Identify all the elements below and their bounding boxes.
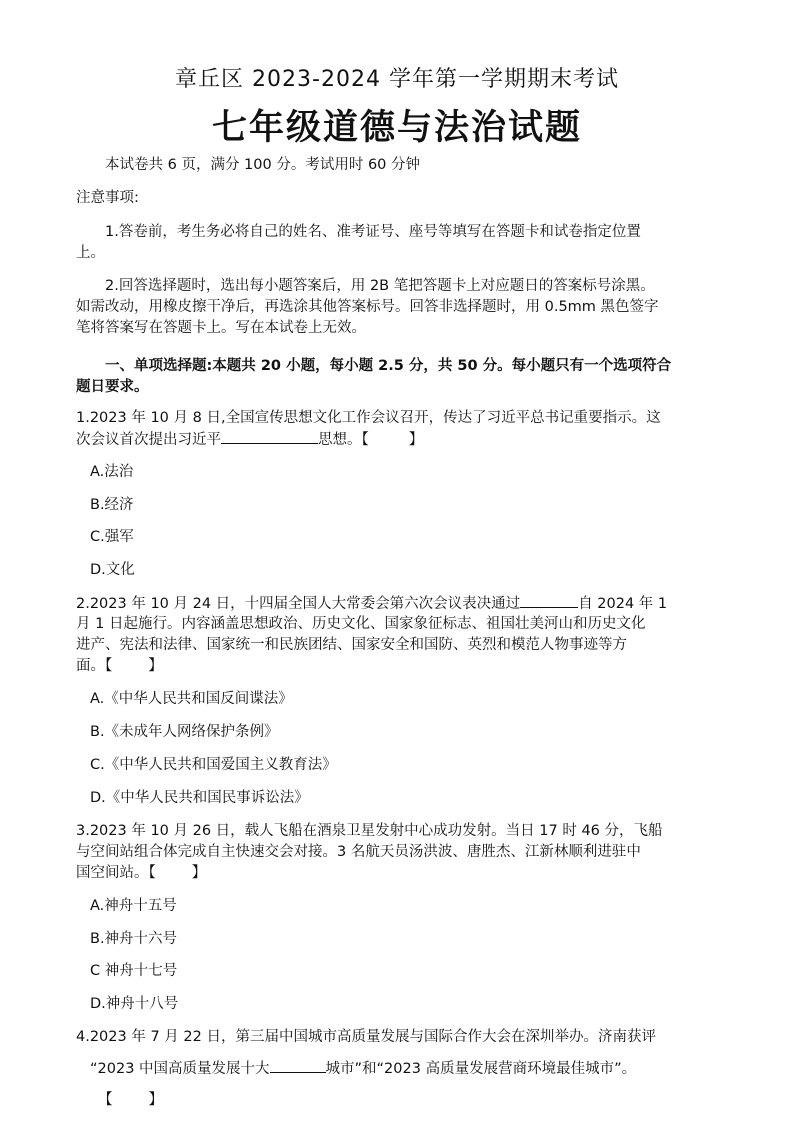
note-2-line-2: 如需改动，用橡皮擦干净后，再选涂其他答案标号。回答非选择题时，用 0.5mm 黑色签字 <box>76 299 659 315</box>
question-2-option-b: B.《未成年人网络保护条例》 <box>90 724 279 740</box>
question-2-line-3: 进产、宪法和法律、国家统一和民族团结、国家安全和国防、英烈和模范人物事迹等方 <box>76 637 627 653</box>
note-1-line-2: 上。 <box>76 245 105 261</box>
notes-heading: 注意事项: <box>76 190 139 206</box>
exam-subtitle: 七年级道德与法治试题 <box>211 108 582 148</box>
question-4-line-1: 4.2023 年 7 月 22 日，第三届中国城市高质量发展与国际合作大会在深圳举办。济南获评 <box>76 1029 656 1045</box>
exam-info: 本试卷共 6 页，满分 100 分。考试用时 60 分钟 <box>105 157 421 173</box>
question-4-line-3 <box>98 1090 163 1110</box>
question-4-text-a: “2023 中国高质量发展十大 <box>90 1061 270 1077</box>
question-3-option-a: A.神舟十五号 <box>90 898 177 914</box>
question-3-option-b: B.神舟十六号 <box>90 931 178 947</box>
question-2-line-1 <box>76 593 667 614</box>
question-1-option-b: B.经济 <box>90 497 134 513</box>
answer-blank <box>221 429 318 444</box>
answer-blank <box>520 593 578 608</box>
question-3-line-3 <box>76 863 206 883</box>
section-heading-line-1: 一、单项选择题:本题共 20 小题，每小题 2.5 分，共 50 分。每小题只有一个选项符合 <box>105 358 672 374</box>
question-4-bracket-close: 】 <box>148 1092 163 1108</box>
exam-title: 章丘区 2023-2024 学年第一学期期末考试 <box>175 67 619 92</box>
question-2-line-2: 月 1 日起施行。内容涵盖思想政治、历史文化、国家象征标志、祖国壮美河山和历史文化 <box>76 616 646 632</box>
question-4-line-2 <box>90 1058 636 1079</box>
question-3-line-2: 与空间站组合体完成自主快速交会对接。3 名航天员汤洪波、唐胜杰、江新林顺利进驻中 <box>76 844 641 860</box>
question-4-text-b: 城市”和“2023 高质量发展营商环境最佳城市”。 <box>325 1061 637 1077</box>
question-1-line-2 <box>76 429 423 450</box>
question-3-line-1: 3.2023 年 10 月 26 日，载人飞船在酒泉卫星发射中心成功发射。当日 17 时 46 分，飞船 <box>76 823 663 839</box>
question-2-text-b: 自 2024 年 1 <box>578 596 668 612</box>
question-1-option-a: A.法治 <box>90 464 134 480</box>
note-2-line-3: 笔将答案写在答题卡上。写在本试卷上无效。 <box>76 320 366 336</box>
question-2-bracket-close: 】 <box>148 658 163 674</box>
question-2-text-a: 2.2023 年 10 月 24 日，十四届全国人大常委会第六次会议表决通过 <box>76 596 521 612</box>
note-1-line-1: 1.答卷前，考生务必将自己的姓名、准考证号、座号等填写在答题卡和试卷指定位置 <box>105 224 641 240</box>
question-1-option-d: D.文化 <box>90 562 135 578</box>
answer-blank <box>270 1058 326 1073</box>
question-3-option-c: C 神舟十七号 <box>90 963 178 979</box>
question-4-bracket-open: 【 <box>98 1092 113 1108</box>
question-2-option-d: D.《中华人民共和国民事诉讼法》 <box>90 790 309 806</box>
question-3-bracket-close: 】 <box>191 865 207 881</box>
question-2-option-a: A.《中华人民共和国反间谍法》 <box>90 691 293 707</box>
note-2-line-1: 2.回答选择题时，选出每小题答案后，用 2B 笔把答题卡上对应题日的答案标号涂黑。 <box>105 278 655 294</box>
question-2-line-4 <box>76 656 163 676</box>
question-3-text: 国空间站。【 <box>76 865 156 881</box>
question-3-option-d: D.神舟十八号 <box>90 996 179 1012</box>
question-1-text-b: 思想。【 <box>318 432 369 448</box>
question-2-option-c: C.《中华人民共和国爱国主义教育法》 <box>90 757 337 773</box>
question-1-option-c: C.强军 <box>90 529 134 545</box>
section-heading-line-2: 题日要求。 <box>76 379 149 395</box>
question-2-bracket-open: 面。【 <box>76 658 113 674</box>
question-1-bracket-close: 】 <box>408 432 424 448</box>
question-1-text-a: 次会议首次提出习近平 <box>76 432 221 448</box>
question-1-line-1: 1.2023 年 10 月 8 日,全国宣传思想文化工作会议召开，传达了习近平总书记重要指示。这 <box>76 410 661 426</box>
